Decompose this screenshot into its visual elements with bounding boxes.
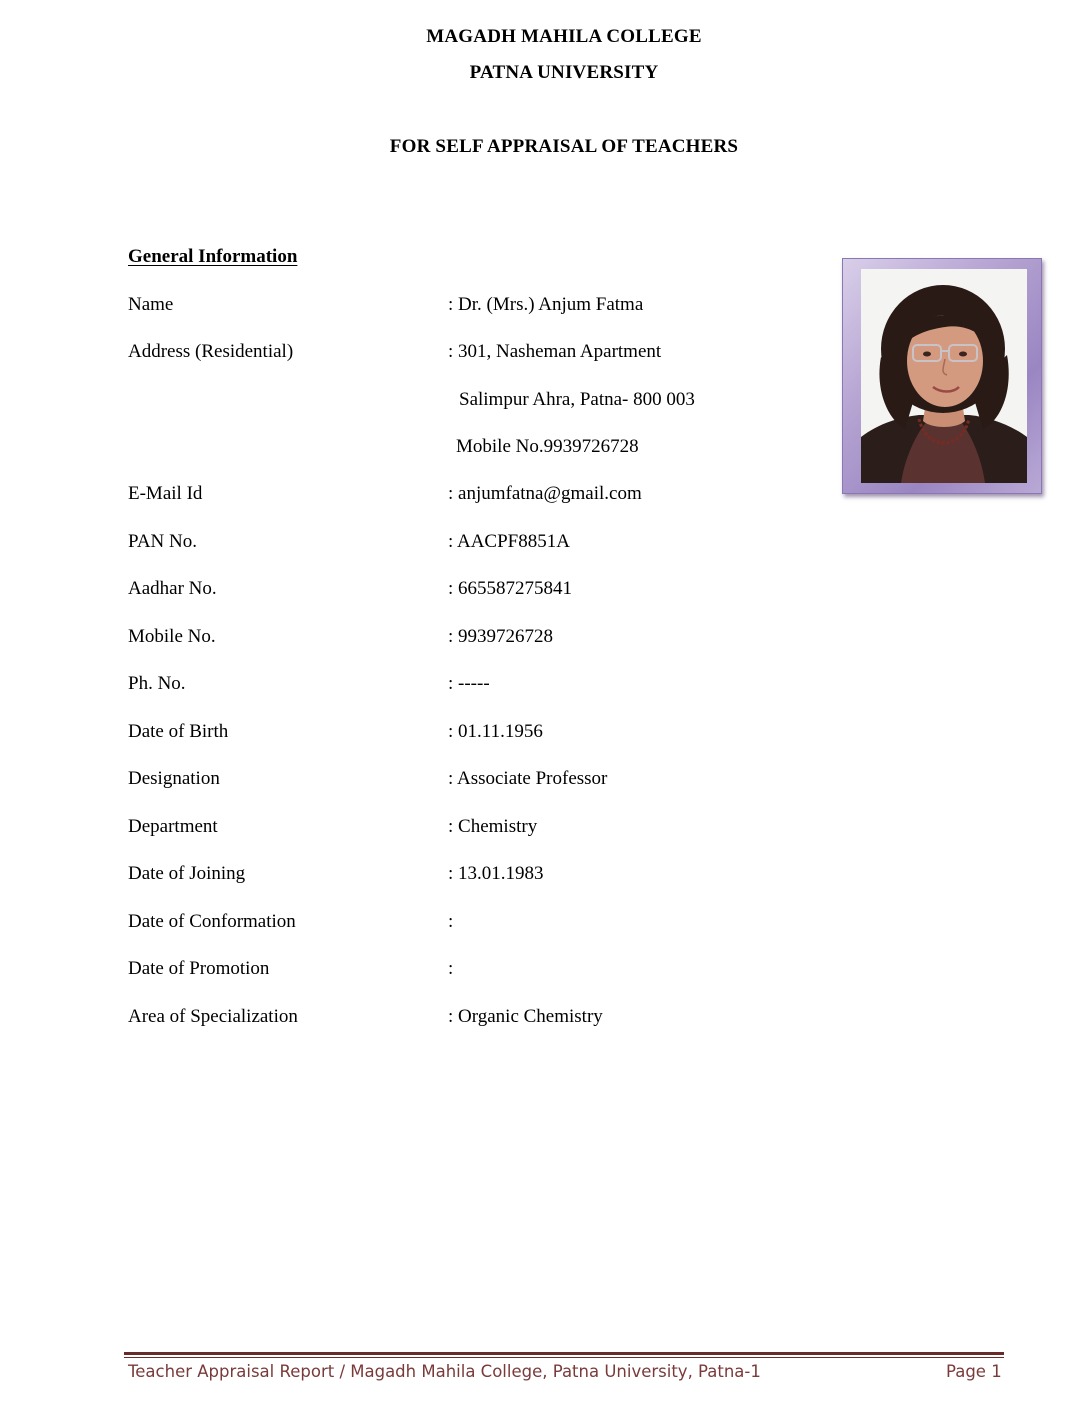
field-label-joining: Date of Joining — [128, 863, 246, 884]
field-value-address: : 301, Nasheman Apartment — [448, 341, 662, 362]
footer-page-number: Page 1 — [946, 1362, 1002, 1381]
field-label-name: Name — [128, 294, 174, 315]
field-value-address-line2: Salimpur Ahra, Patna- 800 003 — [459, 389, 695, 410]
field-row-specialization — [128, 1005, 828, 1029]
field-value-designation: : Associate Professor — [448, 768, 608, 789]
field-label-aadhar: Aadhar No. — [128, 578, 217, 599]
field-row-phone — [128, 672, 828, 696]
field-label-mobile: Mobile No. — [128, 626, 216, 647]
footer-report-title: Teacher Appraisal Report / Magadh Mahila College, Patna University, Patna-1 — [128, 1362, 761, 1381]
field-row-department — [128, 815, 828, 839]
field-value-aadhar: : 665587275841 — [448, 578, 573, 599]
field-label-designation: Designation — [128, 768, 220, 789]
field-value-confirmation: : — [448, 911, 454, 932]
footer-rule — [124, 1352, 1004, 1355]
profile-photo — [861, 269, 1027, 483]
university-name: PATNA UNIVERSITY — [469, 62, 659, 83]
field-row-dob — [128, 720, 828, 744]
field-label-phone: Ph. No. — [128, 673, 186, 694]
field-value-department: : Chemistry — [448, 816, 538, 837]
field-value-joining: : 13.01.1983 — [448, 863, 544, 884]
field-value-email: : anjumfatna@gmail.com — [448, 483, 642, 504]
field-row-mobile — [128, 625, 828, 649]
field-label-promotion: Date of Promotion — [128, 958, 270, 979]
field-value-promotion: : — [448, 958, 454, 979]
college-name: MAGADH MAHILA COLLEGE — [426, 26, 702, 47]
form-title: FOR SELF APPRAISAL OF TEACHERS — [389, 136, 739, 157]
field-label-pan: PAN No. — [128, 531, 197, 552]
field-value-name: : Dr. (Mrs.) Anjum Fatma — [448, 294, 644, 315]
field-row-confirmation — [128, 910, 828, 934]
footer-rule-thin — [124, 1357, 1004, 1358]
field-label-dob: Date of Birth — [128, 721, 229, 742]
profile-photo-frame — [842, 258, 1042, 494]
field-row-name — [128, 293, 828, 317]
field-value-mobile: : 9939726728 — [448, 626, 554, 647]
field-label-email: E-Mail Id — [128, 483, 203, 504]
field-label-address: Address (Residential) — [128, 341, 294, 362]
section-title-general-information: General Information — [128, 246, 298, 267]
field-value-specialization: : Organic Chemistry — [448, 1006, 603, 1027]
field-row-designation — [128, 767, 828, 791]
field-label-department: Department — [128, 816, 218, 837]
field-value-pan: : AACPF8851A — [448, 531, 570, 552]
field-row-address — [128, 340, 828, 364]
field-value-address-line3: Mobile No.9939726728 — [456, 436, 639, 457]
field-row-pan — [128, 530, 828, 554]
field-label-confirmation: Date of Conformation — [128, 911, 296, 932]
field-value-dob: : 01.11.1956 — [448, 721, 543, 742]
field-value-phone: : ----- — [448, 673, 490, 694]
field-row-promotion — [128, 957, 828, 981]
field-row-email — [128, 482, 828, 506]
field-label-specialization: Area of Specialization — [128, 1006, 298, 1027]
field-row-joining — [128, 862, 828, 886]
field-row-aadhar — [128, 577, 828, 601]
